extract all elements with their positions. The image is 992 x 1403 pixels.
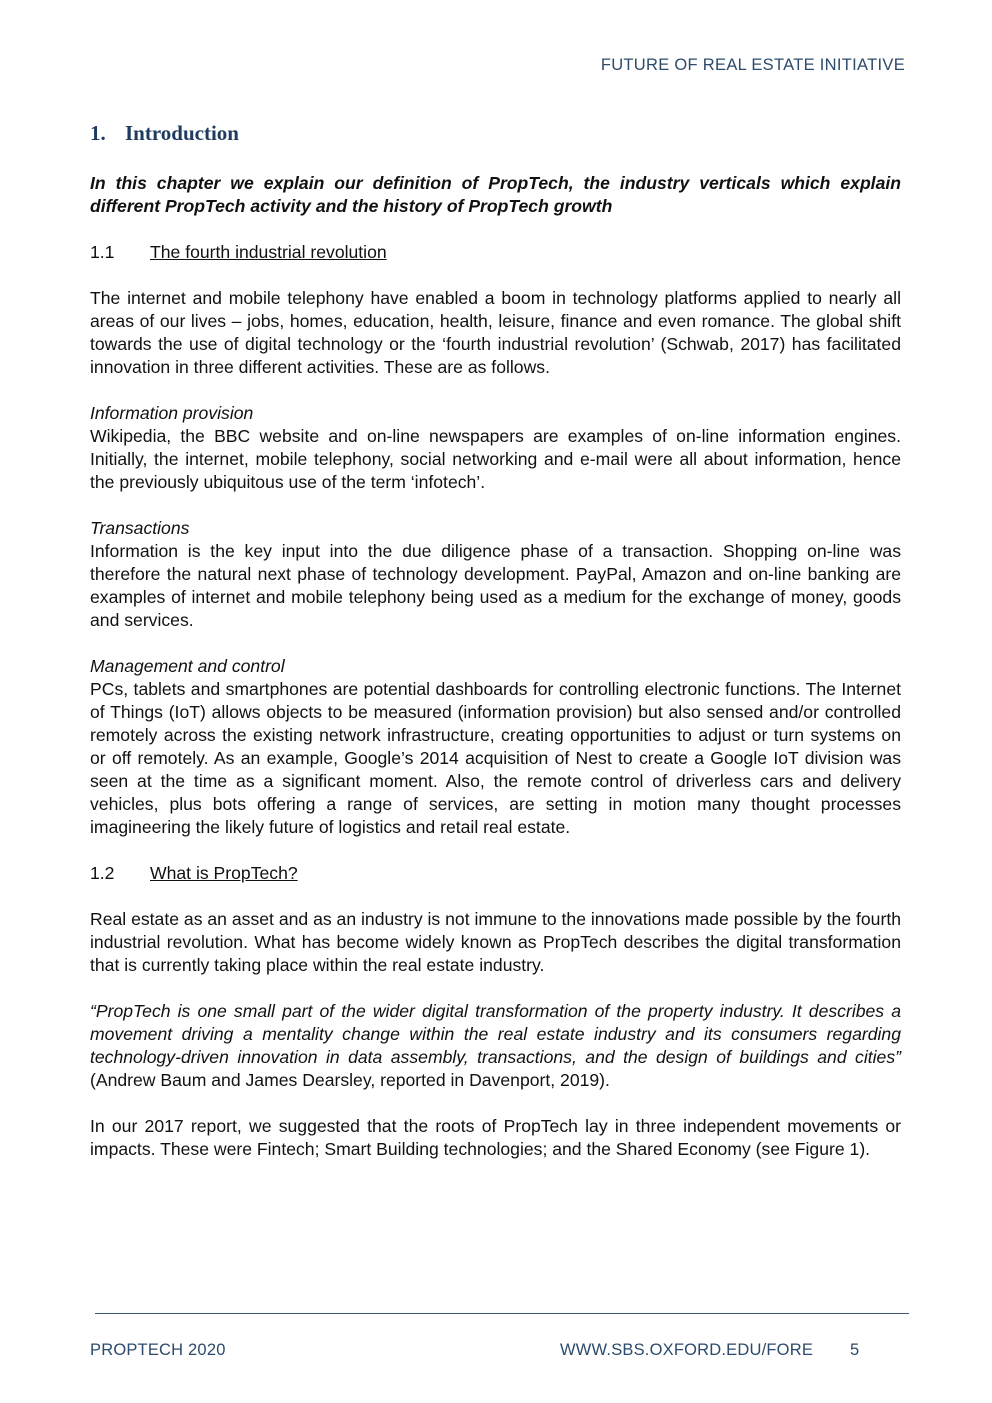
activity-block bbox=[90, 655, 901, 839]
footer-report-title: PROPTECH 2020 bbox=[90, 1341, 226, 1359]
page-body bbox=[90, 119, 901, 1184]
activity-title: Management and control bbox=[90, 656, 285, 676]
quote-paragraph bbox=[90, 1000, 901, 1092]
section-number: 1.2 bbox=[90, 863, 115, 883]
activity-text: PCs, tablets and smartphones are potential dashboards for controlling electronic functions. The Internet of Things (IoT) allows objects to be measured (information provision) but also sensed and/or controlled remotely across the existing network infrastructure, creating opportunities to adjust or turn systems on or off remotely. As an example, Google’s 2014 acquisition of Nest to create a Google IoT division was seen at the time as a significant moment. Also, the remote control of driverless cars and delivery vehicles, plus bots offering a range of services, are setting in motion many thought processes imagineering the likely future of logistics and retail real estate. bbox=[90, 679, 901, 837]
activity-title: Information provision bbox=[90, 403, 254, 423]
section-title: What is PropTech? bbox=[150, 863, 298, 883]
page-number: 5 bbox=[850, 1341, 860, 1359]
activity-text: Information is the key input into the due diligence phase of a transaction. Shopping on-line was therefore the natural next phase of technology development. PayPal, Amazon and on-line banking are examples of internet and mobile telephony being used as a medium for the exchange of money, goods and services. bbox=[90, 541, 901, 630]
chapter-number: 1. bbox=[90, 121, 106, 145]
footer-divider bbox=[95, 1313, 909, 1314]
section-intro-paragraph: The internet and mobile telephony have enabled a boom in technology platforms applied to nearly all areas of our lives – jobs, homes, education, health, leisure, finance and even romance. The global shift towards the use of digital technology or the ‘fourth industrial revolution’ (Schwab, 2017) has facilitated innovation in three different activities. These are as follows. bbox=[90, 288, 901, 377]
chapter-heading bbox=[90, 119, 901, 147]
activity-title: Transactions bbox=[90, 518, 190, 538]
section-number: 1.1 bbox=[90, 242, 115, 262]
chapter-lead: In this chapter we explain our definition of PropTech, the industry verticals which explain different PropTech activity and the history of PropTech growth bbox=[90, 173, 901, 216]
activity-block bbox=[90, 402, 901, 494]
section-title: The fourth industrial revolution bbox=[150, 242, 387, 262]
activity-text: Wikipedia, the BBC website and on-line newspapers are examples of on-line information engines. Initially, the internet, mobile telephony, social networking and e-mail were all about information, hence the previously ubiquitous use of the term ‘infotech’. bbox=[90, 426, 901, 492]
section-heading-1-2 bbox=[90, 862, 901, 885]
body-paragraph: Real estate as an asset and as an industry is not immune to the innovations made possible by the fourth industrial revolution. What has become widely known as PropTech describes the digital transformation that is currently taking place within the real estate industry. bbox=[90, 909, 901, 975]
quote-source: (Andrew Baum and James Dearsley, reported in Davenport, 2019). bbox=[90, 1070, 610, 1090]
section-heading-1-1 bbox=[90, 241, 901, 264]
activity-block bbox=[90, 517, 901, 632]
footer-url[interactable]: WWW.SBS.OXFORD.EDU/FORE bbox=[560, 1341, 814, 1359]
body-paragraph: In our 2017 report, we suggested that the roots of PropTech lay in three independent movements or impacts. These were Fintech; Smart Building technologies; and the Shared Economy (see Figure 1). bbox=[90, 1116, 901, 1159]
chapter-title: Introduction bbox=[125, 121, 239, 145]
quote-text: “PropTech is one small part of the wider digital transformation of the property industry. It describes a movement driving a mentality change within the real estate industry and its consumers regarding technology-driven innovation in data assembly, transactions, and the design of buildings and cities” bbox=[90, 1001, 901, 1067]
running-header: FUTURE OF REAL ESTATE INITIATIVE bbox=[600, 56, 905, 74]
